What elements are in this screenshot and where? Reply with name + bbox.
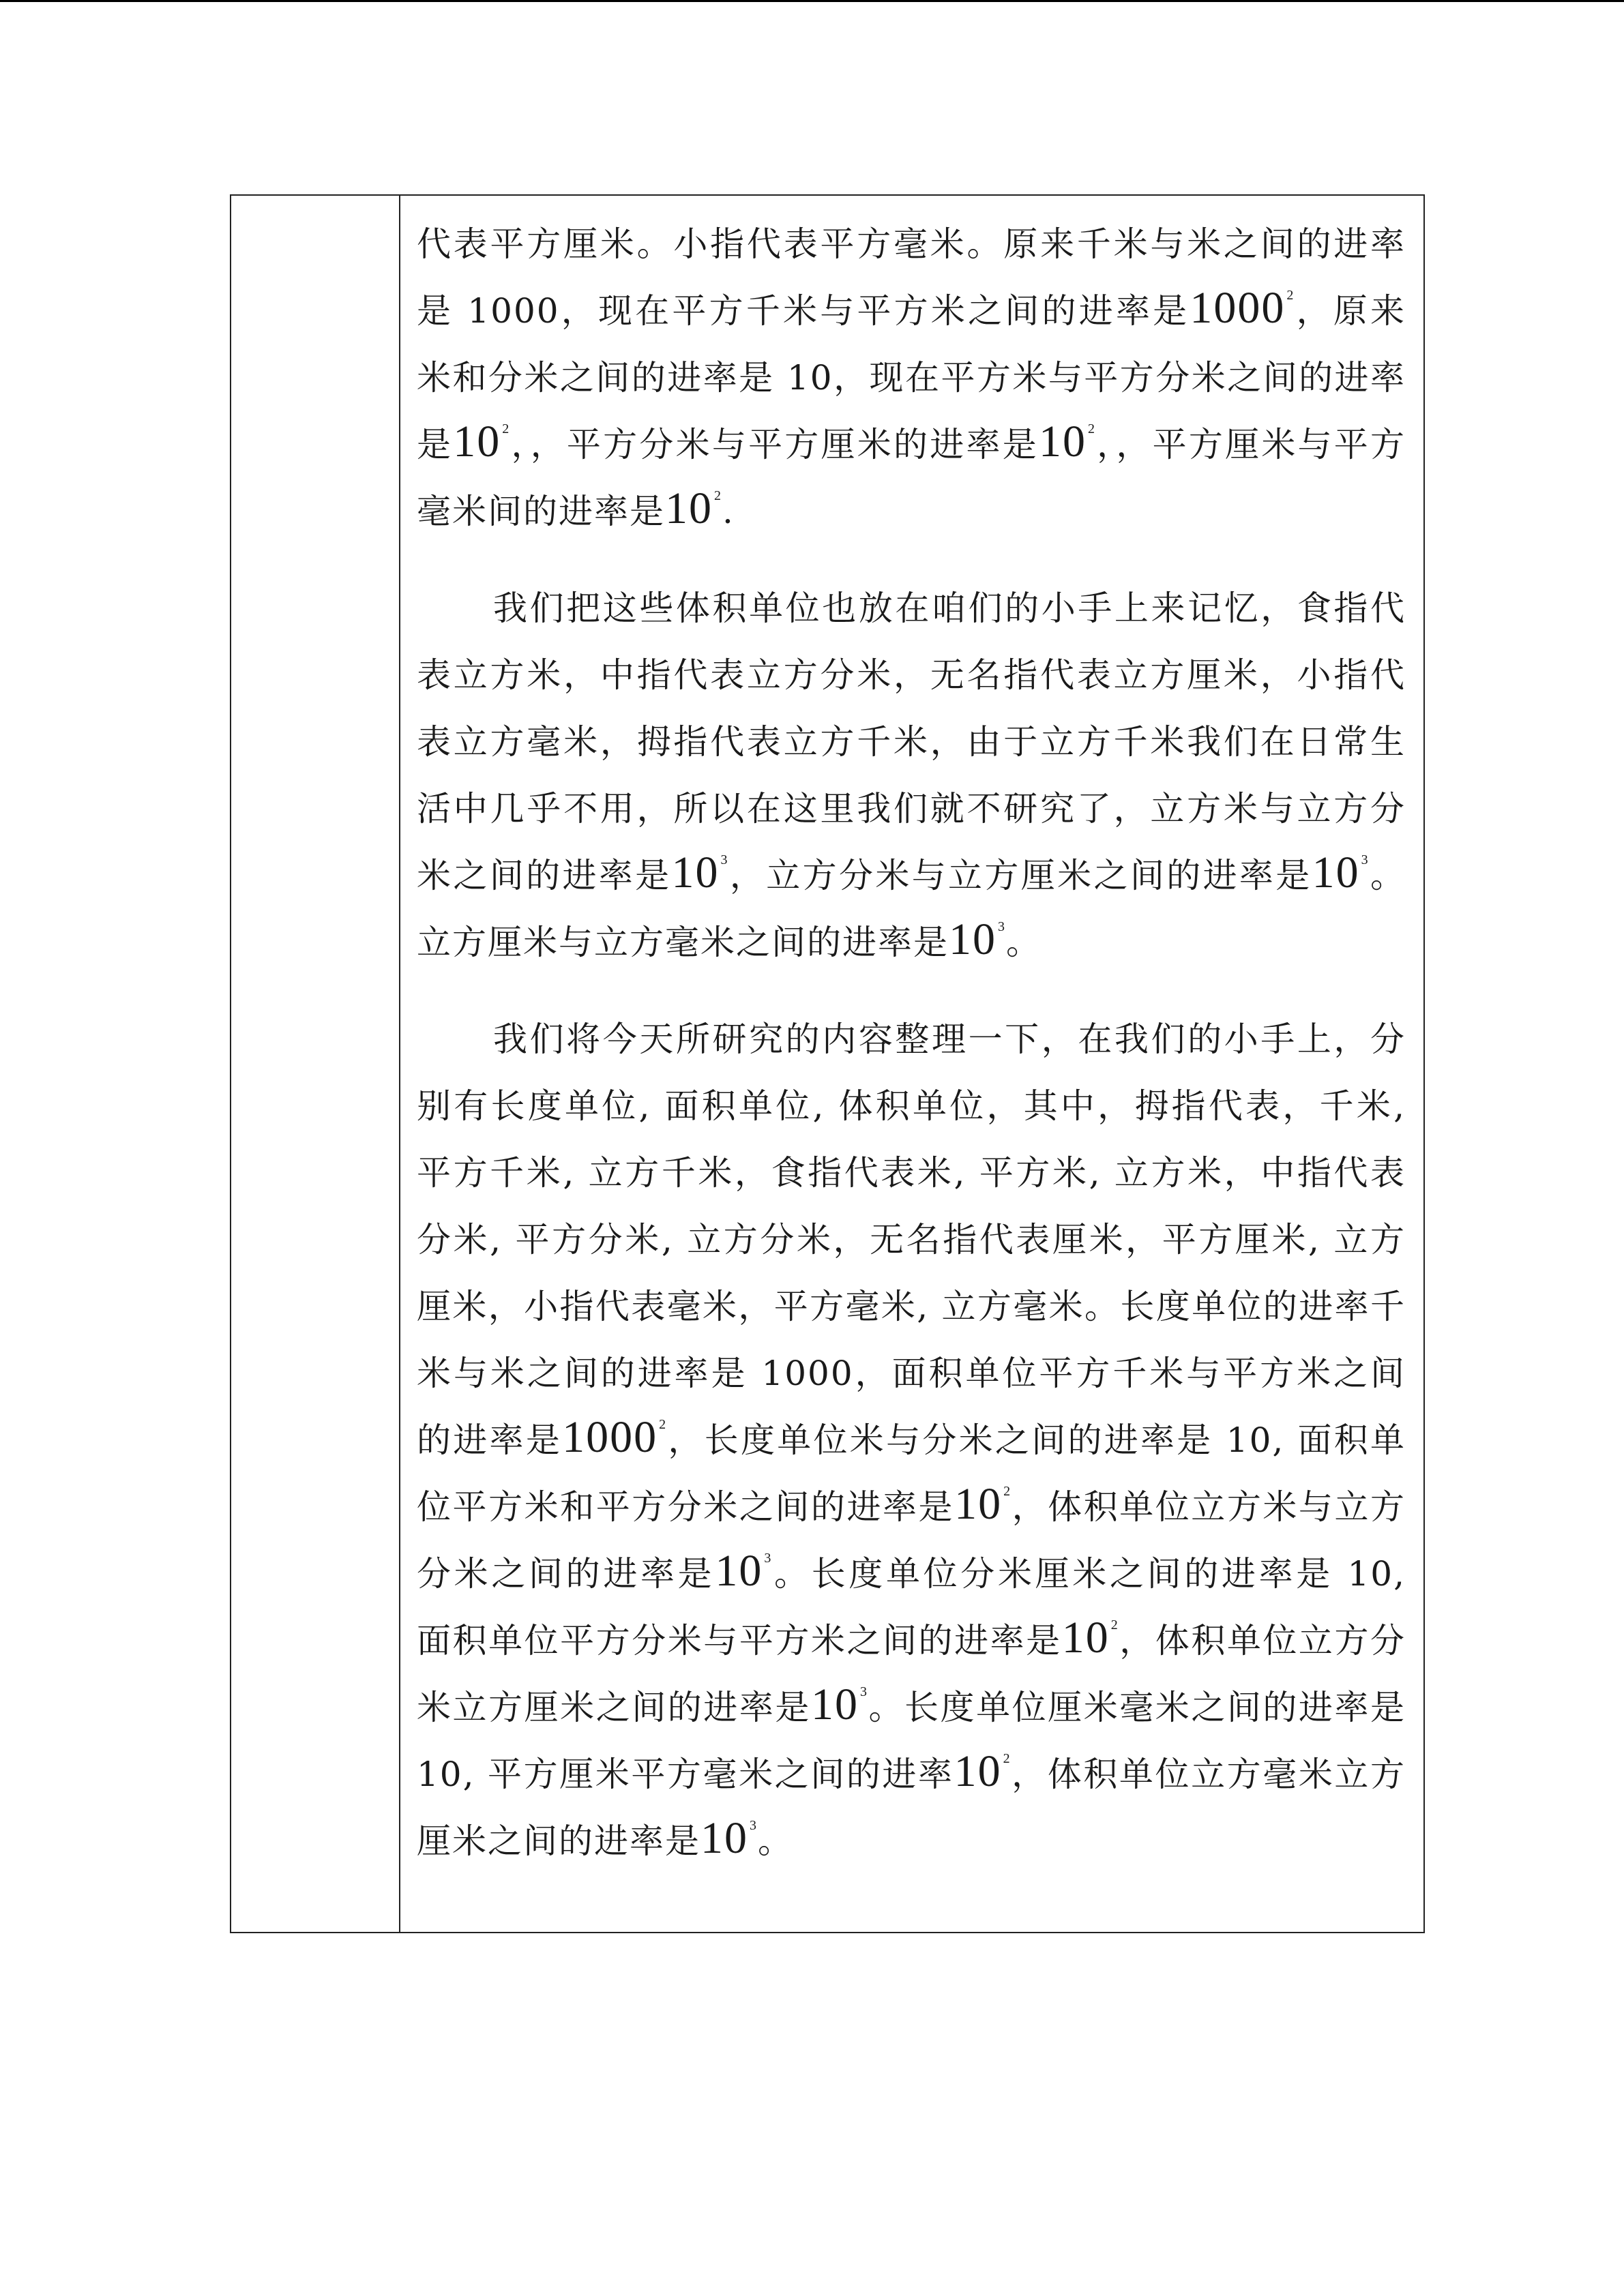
power-base: 10 bbox=[1061, 1613, 1110, 1663]
power-base: 10 bbox=[1312, 848, 1360, 897]
text-run: 。 bbox=[758, 1821, 793, 1861]
power-base: 10 bbox=[665, 483, 713, 533]
power-expression bbox=[453, 417, 510, 466]
power-expression bbox=[954, 1479, 1012, 1529]
text-run: ，原来米和分米之间的进率是 10，现在平方米与平方分米之间的进率是 bbox=[417, 291, 1406, 464]
paragraph-2 bbox=[417, 575, 1406, 976]
text-run: ，长度单位米与分米之间的进率是 10, 面积单位平方米和平方分米之间的进率是 bbox=[417, 1420, 1406, 1527]
text-run: 我们将今天所研究的内容整理一下，在我们的小手上，分别有长度单位, 面积单位, 体积单位，其中，拇指代表，千米, 平方千米, 立方千米，食指代表米, 平方米, 立方米，中指代表分米, 平方分米, 立方分米，无名指代表厘米，平方厘米, 立方厘米，小指代表毫米，平方毫米, 立方毫米。长度单位的进率千米与米之间的进率是 1000，面积单位平方千米与平方米之间的进率是 bbox=[417, 1019, 1406, 1460]
text-run: . bbox=[722, 492, 735, 531]
power-base: 10 bbox=[810, 1680, 859, 1729]
power-base: 10 bbox=[954, 1746, 1002, 1796]
text-run: 。长度单位厘米毫米之间的进率是 10, 平方厘米平方毫米之间的进率 bbox=[417, 1688, 1406, 1794]
power-exponent: 2 bbox=[659, 1417, 668, 1432]
power-base: 1000 bbox=[562, 1412, 658, 1462]
text-run: ，立方分米与立方厘米之间的进率是 bbox=[728, 856, 1312, 895]
text-run: 。长度单位分米厘米之间的进率是 10, 面积单位平方分米与平方米之间的进率是 bbox=[417, 1554, 1406, 1660]
power-expression bbox=[811, 1680, 868, 1729]
power-exponent: 2 bbox=[1110, 1617, 1119, 1632]
power-expression bbox=[1039, 417, 1096, 466]
power-base: 10 bbox=[453, 417, 501, 466]
power-base: 10 bbox=[1038, 417, 1087, 466]
table-left-cell bbox=[231, 196, 400, 1932]
power-expression bbox=[700, 1813, 758, 1863]
text-run: ，，平方分米与平方厘米的进率是 bbox=[510, 425, 1039, 464]
table-content-cell bbox=[400, 196, 1423, 1932]
power-exponent: 2 bbox=[1087, 421, 1096, 436]
text-run: 。 bbox=[1006, 923, 1042, 962]
power-exponent: 3 bbox=[1361, 852, 1370, 867]
power-exponent: 3 bbox=[859, 1684, 868, 1699]
power-exponent: 3 bbox=[764, 1551, 773, 1566]
power-exponent: 2 bbox=[1286, 288, 1295, 303]
power-base: 10 bbox=[700, 1813, 748, 1863]
text-run: 代表平方厘米。小指代表平方毫米。原来千米与米之间的进率是 1000，现在平方千米与平方米之间的进率是 bbox=[417, 224, 1406, 331]
power-expression bbox=[949, 914, 1006, 964]
power-expression bbox=[562, 1412, 667, 1462]
power-expression bbox=[1062, 1613, 1119, 1663]
power-expression bbox=[665, 483, 722, 533]
power-expression bbox=[715, 1546, 772, 1596]
power-base: 1000 bbox=[1190, 283, 1286, 333]
text-run: ，体积单位立方米与立方分米之间的进率是 bbox=[417, 1487, 1406, 1594]
power-base: 10 bbox=[954, 1479, 1003, 1529]
text-run: 我们把这些体积单位也放在咱们的小手上来记忆，食指代表立方米，中指代表立方分米，无名指代表立方厘米，小指代表立方毫米，拇指代表立方千米，由于立方千米我们在日常生活中几乎不用，所以在这里我们就不研究了，立方米与立方分米之间的进率是 bbox=[417, 588, 1406, 895]
power-expression bbox=[1312, 848, 1370, 897]
power-expression bbox=[1190, 283, 1295, 333]
page-top-border bbox=[0, 0, 1624, 2]
lesson-table bbox=[230, 194, 1425, 1933]
power-exponent: 2 bbox=[1003, 1751, 1012, 1766]
power-exponent: 3 bbox=[720, 852, 729, 867]
paragraph-3 bbox=[417, 1006, 1406, 1875]
power-exponent: 3 bbox=[750, 1818, 758, 1833]
paragraph-1 bbox=[417, 211, 1406, 545]
power-expression bbox=[954, 1746, 1012, 1796]
text-run: 。立方厘米与立方毫米之间的进率是 bbox=[417, 856, 1406, 962]
text-run: ，，平方厘米与平方毫米间的进率是 bbox=[417, 425, 1406, 531]
power-base: 10 bbox=[949, 914, 996, 964]
power-exponent: 3 bbox=[998, 919, 1006, 934]
text-run: ，体积单位立方分米立方厘米之间的进率是 bbox=[417, 1621, 1406, 1727]
power-expression bbox=[672, 848, 729, 897]
power-exponent: 2 bbox=[714, 488, 722, 503]
power-exponent: 2 bbox=[502, 421, 511, 436]
text-run: ，体积单位立方毫米立方厘米之间的进率是 bbox=[417, 1755, 1406, 1861]
power-base: 10 bbox=[715, 1546, 763, 1596]
power-exponent: 2 bbox=[1003, 1484, 1012, 1499]
power-base: 10 bbox=[671, 848, 720, 897]
